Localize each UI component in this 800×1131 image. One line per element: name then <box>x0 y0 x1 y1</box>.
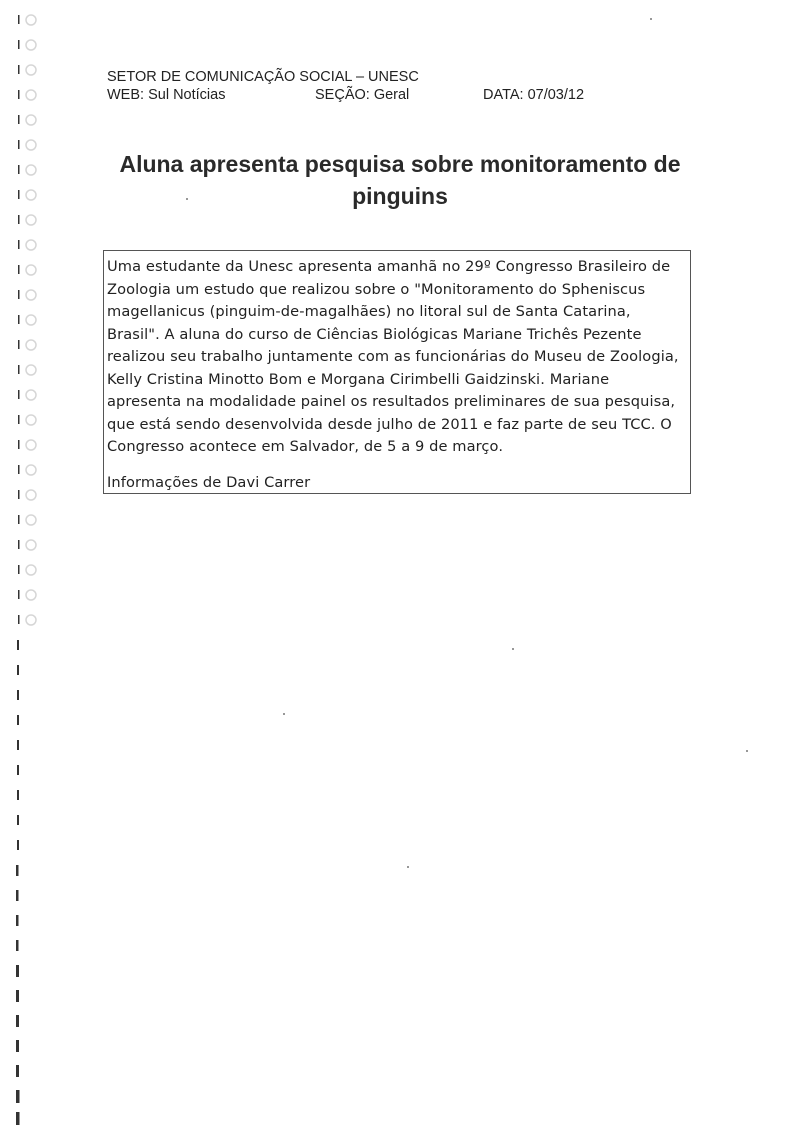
scan-speck <box>186 198 188 200</box>
section-label: SEÇÃO: Geral <box>315 87 410 103</box>
scan-speck <box>283 713 285 715</box>
header-meta-row <box>107 86 627 104</box>
sector-label: SETOR DE COMUNICAÇÃO SOCIAL – UNESC <box>107 69 419 85</box>
scan-speck <box>512 648 514 650</box>
article-credit: Informações de Davi Carrer <box>107 473 311 491</box>
article-title <box>100 148 700 212</box>
date-label: DATA: 07/03/12 <box>483 87 585 103</box>
binding-holes <box>0 0 40 1131</box>
article-body: Uma estudante da Unesc apresenta amanhã no 29º Congresso Brasileiro de Zoologia um estudo que realizou sobre o "Monitoramento do Spheniscus magellanicus (pinguim-de-magalhães) no litoral sul de Santa Catarina, Brasil". A aluna do curso de Ciências Biológicas Mariane Trichês Pezente realizou seu trabalho juntamente com as funcionárias do Museu de Zoologia, Kelly Cristina Minotto Bom e Morgana Cirimbelli Gaidzinski. Mariane apresenta na modalidade painel os resultados preliminares de sua pesquisa, que está sendo desenvolvida desde julho de 2011 e faz parte de seu TCC. O Congresso acontece em Salvador, de 5 a 9 de março. <box>107 258 679 455</box>
article-box <box>103 250 691 494</box>
document-header <box>107 68 627 104</box>
article-title-line1: Aluna apresenta pesquisa sobre monitoramento de <box>119 151 681 177</box>
scan-speck <box>650 18 652 20</box>
scan-speck <box>746 750 748 752</box>
web-label: WEB: Sul Notícias <box>107 87 226 103</box>
scan-speck <box>407 866 409 868</box>
article-title-line2: pinguins <box>352 183 448 209</box>
